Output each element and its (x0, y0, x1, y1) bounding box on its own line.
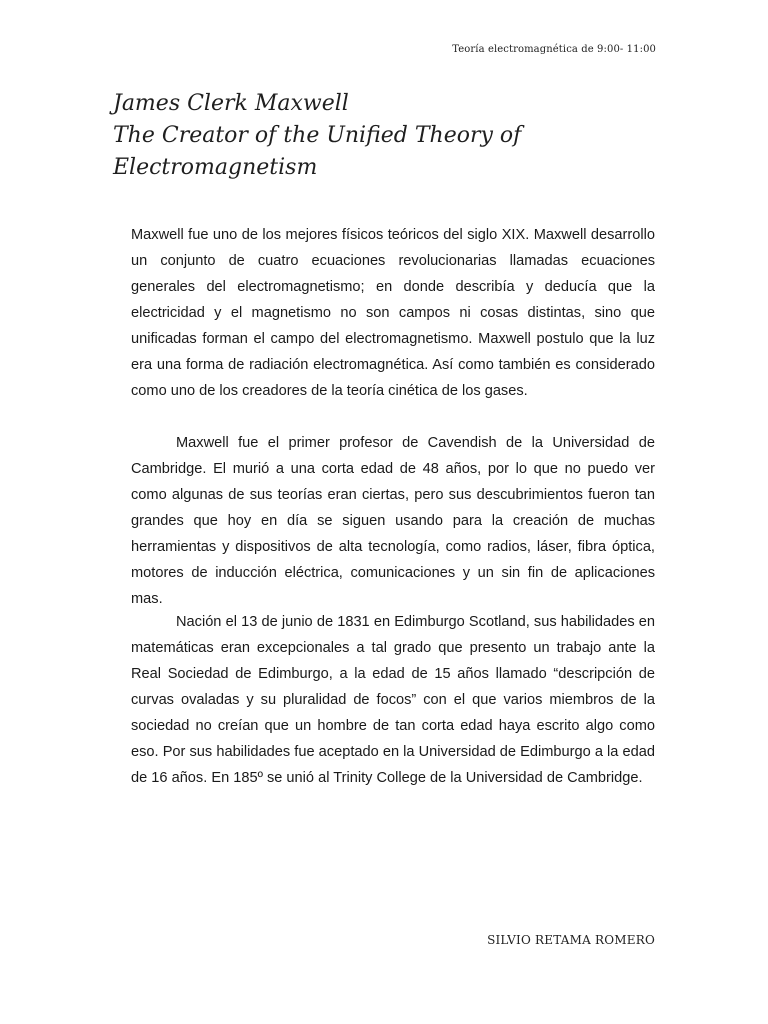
paragraph-3-text: Nación el 13 de junio de 1831 en Edimburgo Scotland, sus habilidades en matemáticas eran excepcionales a tal grado que presento un trabajo ante la Real Sociedad de Edimburgo, a la edad de 15 años llamado “descripción de curvas ovaladas y su pluralidad de focos” con el que varios miembros de la sociedad no creían que un hombre de tan corta edad haya escrito algo como eso. Por sus habilidades fue aceptado en la Universidad de Edimburgo a la edad de 16 años. En 185º se unió al Trinity College de la Universidad de Cambridge. (131, 614, 655, 786)
header-course-note: Teoría electromagnética de 9:00- 11:00 (452, 44, 656, 55)
title-line-2: The Creator of the Unified Theory of (113, 123, 522, 148)
title-line-3: Electromagnetism (113, 155, 318, 180)
paragraph-3 (131, 609, 655, 791)
title-line-1: James Clerk Maxwell (113, 91, 349, 116)
paragraph-2 (131, 430, 655, 612)
paragraph-1 (131, 222, 655, 404)
author-signature: SILVIO RETAMA ROMERO (487, 933, 655, 947)
document-title (113, 88, 673, 184)
paragraph-1-text: Maxwell fue uno de los mejores físicos teóricos del siglo XIX. Maxwell desarrollo un conjunto de cuatro ecuaciones revolucionarias llamadas ecuaciones generales del electromagnetismo; en donde describía y deducía que la electricidad y el magnetismo no son campos ni cosas distintas, sino que unificadas forman el campo del electromagnetismo. Maxwell postulo que la luz era una forma de radiación electromagnética. Así como también es considerado como uno de los creadores de la teoría cinética de los gases. (131, 227, 655, 399)
paragraph-2-text: Maxwell fue el primer profesor de Cavendish de la Universidad de Cambridge. El murió a una corta edad de 48 años, por lo que no puedo ver como algunas de sus teorías eran ciertas, pero sus descubrimientos fueron tan grandes que hoy en día se siguen usando para la creación de muchas herramientas y dispositivos de alta tecnología, como radios, láser, fibra óptica, motores de inducción eléctrica, comunicaciones y un sin fin de aplicaciones mas. (131, 435, 655, 607)
